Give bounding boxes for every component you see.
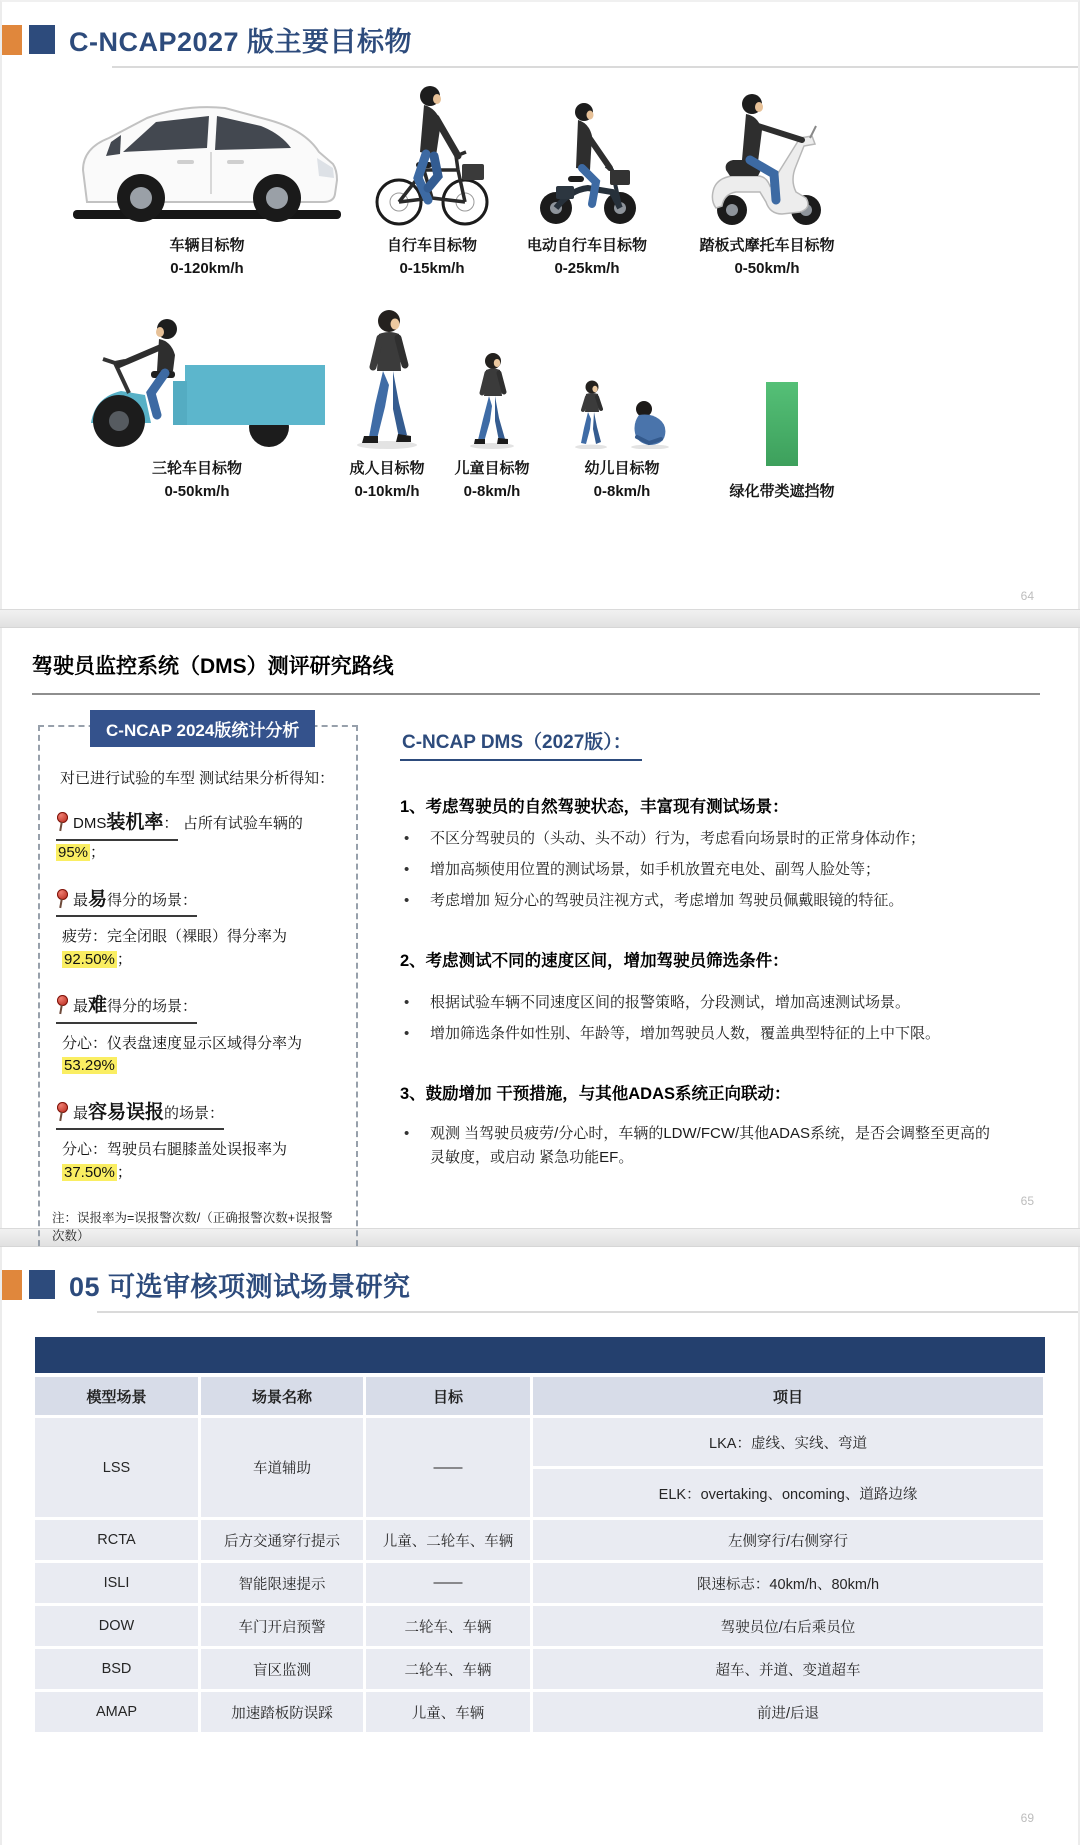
col-header-items: 项目 [533, 1377, 1043, 1415]
table-title-banner [35, 1337, 1045, 1373]
pin-icon [56, 995, 69, 1014]
target-label: 幼儿目标物 0-8km/h [584, 459, 660, 500]
table-row: BSD 盲区监测 二轮车、车辆 超车、并道、变道超车 [35, 1649, 1043, 1689]
bicycle-illustration [368, 74, 496, 226]
dms-section-3: 3、鼓励增加 干预措施，与其他ADAS系统正向联动： • 观测 当驾驶员疲劳/分心时，车辆的LDW/FCW/其他ADAS系统，是否会调整至更高的灵敏度，或启动 紧急功能EF。 [400, 1080, 1044, 1170]
target-ebike [507, 74, 667, 281]
slide3-title: 05 可选审核项测试场景研究 [69, 1272, 411, 1302]
stats-intro: 对已进行试验的车型 测试结果分析得知： [60, 770, 335, 787]
bullet-icon [400, 858, 430, 882]
target-adult [337, 307, 437, 504]
slide1-title: C-NCAP2027 版主要目标物 [69, 27, 413, 57]
scenario-table [32, 1374, 1046, 1735]
dms-section-2: 2、考虑测试不同的速度区间，增加驾驶员筛选条件： • 根据试验车辆不同速度区间的报警策略，分段测试，增加高速测试场景。 • 增加筛选条件如性别、年龄等，增加驾驶员人数，覆盖典型特征的上中下限。 [400, 947, 1044, 1046]
pin-icon [56, 889, 69, 908]
table-row: AMAP 加速踏板防误踩 儿童、车辆 前进/后退 [35, 1692, 1043, 1732]
page-number: 69 [1020, 1811, 1034, 1825]
target-label: 成人目标物 0-10km/h [349, 459, 425, 500]
target-vehicle [57, 74, 357, 281]
highlighted-value: 92.50% [64, 950, 115, 968]
toddler-crouching-illustration [627, 397, 673, 449]
target-label: 踏板式摩托车目标物 0-50km/h [699, 237, 835, 278]
col-header-name: 场景名称 [201, 1377, 363, 1415]
stat-easiest-scenario: 最易得分的场景： 疲劳：完全闭眼（裸眼）得分率为 92.50% ； [56, 886, 344, 972]
pin-icon [56, 812, 69, 831]
orange-accent-square [2, 25, 22, 55]
slide1-header [2, 2, 1078, 59]
slide2-title: 驾驶员监控系统（DMS）测评研究路线 [32, 650, 1040, 695]
table-row: RCTA 后方交通穿行提示 儿童、二轮车、车辆 左侧穿行/右侧穿行 [35, 1520, 1043, 1560]
bullet-item: • 增加高频使用位置的测试场景，如手机放置充电处、副驾人脸处等； [400, 858, 1044, 882]
bullet-item: • 增加筛选条件如性别、年龄等，增加驾驶员人数，覆盖典型特征的上中下限。 [400, 1022, 1044, 1046]
highlighted-value: 53.29% [64, 1057, 115, 1074]
target-toddler [547, 307, 697, 504]
blue-accent-square [29, 25, 55, 54]
target-label: 自行车目标物 0-15km/h [386, 237, 477, 278]
orange-accent-square [2, 1270, 22, 1300]
stat-false-alarm-scenario: 最容易误报的场景： 分心：驾驶员右腿膝盖处误报率为 37.50% ； [56, 1099, 344, 1185]
e-bike-illustration [528, 74, 646, 226]
table-row: ELK：overtaking、oncoming、道路边缘 [35, 1469, 1043, 1517]
stat-dms-install-rate: DMS装机率： 占所有试验车辆的95% ； [56, 809, 344, 865]
stat-hardest-scenario: 最难得分的场景： 分心：仪表盘速度显示区域得分率为 53.29% [56, 992, 344, 1078]
target-tricycle [57, 307, 337, 504]
greenbelt-illustration [766, 324, 798, 466]
col-header-model: 模型场景 [35, 1377, 198, 1415]
pin-icon [56, 1102, 69, 1121]
bullet-icon [400, 991, 430, 1015]
target-greenbelt [697, 324, 867, 503]
child-illustration [464, 307, 520, 449]
page-number: 65 [1020, 1194, 1034, 1208]
target-label: 电动自行车目标物 0-25km/h [526, 237, 647, 278]
header-rule [97, 1311, 1078, 1313]
dms-columns [32, 721, 1044, 1256]
bullet-icon [400, 1122, 430, 1170]
table-header-row [35, 1377, 1043, 1415]
bullet-item: • 考虑增加 短分心的驾驶员注视方式，考虑增加 驾驶员佩戴眼镜的特征。 [400, 889, 1044, 913]
slide-optional-audit [0, 1247, 1080, 1845]
target-label: 车辆目标物 0-120km/h [169, 237, 245, 278]
scooter-illustration [700, 74, 834, 226]
slide3-header [2, 1247, 1078, 1304]
bullet-icon [400, 1022, 430, 1046]
footnote: 注：误报率为=误报警次数/（正确报警次数+误报警次数） [52, 1211, 333, 1243]
highlighted-value: 95% [58, 843, 89, 861]
bullet-icon [400, 827, 430, 851]
toddler-illustrations [571, 307, 673, 449]
slide-separator [0, 609, 1080, 628]
highlighted-value: 37.50% [64, 1163, 115, 1181]
target-bicycle [357, 74, 507, 281]
target-child [437, 307, 547, 504]
target-scooter [667, 74, 867, 281]
adult-illustration [349, 307, 425, 449]
dms-2027-header: C-NCAP DMS（2027版）： [400, 727, 642, 761]
toddler-walking-illustration [571, 379, 611, 449]
bullet-item: • 不区分驾驶员的（头动、头不动）行为，考虑看向场景时的正常身体动作； [400, 827, 1044, 851]
targets-row-1 [2, 68, 1078, 281]
slide-targets [0, 0, 1080, 609]
page-number: 64 [1020, 589, 1034, 603]
slide-dms [0, 628, 1080, 1243]
target-label: 绿化带类遮挡物 [729, 482, 835, 500]
blue-accent-square [29, 1270, 55, 1299]
dms-section-1: 1、考虑驾驶员的自然驾驶状态，丰富现有测试场景： • 不区分驾驶员的（头动、头不动）行为，考虑看向场景时的正常身体动作； • 增加高频使用位置的测试场景，如手机放置充电处、副驾人脸处等； • 考虑增加 短分心的驾驶员注视方式，考虑增加 驾驶员佩戴眼镜的特征。 [400, 793, 1044, 913]
bullet-item: • 根据试验车辆不同速度区间的报警策略，分段测试，增加高速测试场景。 [400, 991, 1044, 1015]
tricycle-illustration [59, 307, 335, 449]
bullet-item: • 观测 当驾驶员疲劳/分心时，车辆的LDW/FCW/其他ADAS系统，是否会调整至更高的灵敏度，或启动 紧急功能EF。 [400, 1122, 1044, 1170]
col-header-target: 目标 [366, 1377, 530, 1415]
stats-panel-header: C-NCAP 2024版统计分析 [90, 710, 315, 747]
dms-2027-panel [358, 725, 1044, 1256]
car-illustration [59, 74, 355, 226]
table-row: DOW 车门开启预警 二轮车、车辆 驾驶员位/右后乘员位 [35, 1606, 1043, 1646]
target-label: 儿童目标物 0-8km/h [454, 459, 530, 500]
bullet-icon [400, 889, 430, 913]
targets-row-2 [2, 281, 1078, 504]
target-label: 三轮车目标物 0-50km/h [151, 459, 242, 500]
table-row: ISLI 智能限速提示 —— 限速标志：40km/h、80km/h [35, 1563, 1043, 1603]
stats-panel [38, 721, 358, 1256]
table-row: LSS 车道辅助 —— LKA：虚线、实线、弯道 [35, 1418, 1043, 1466]
